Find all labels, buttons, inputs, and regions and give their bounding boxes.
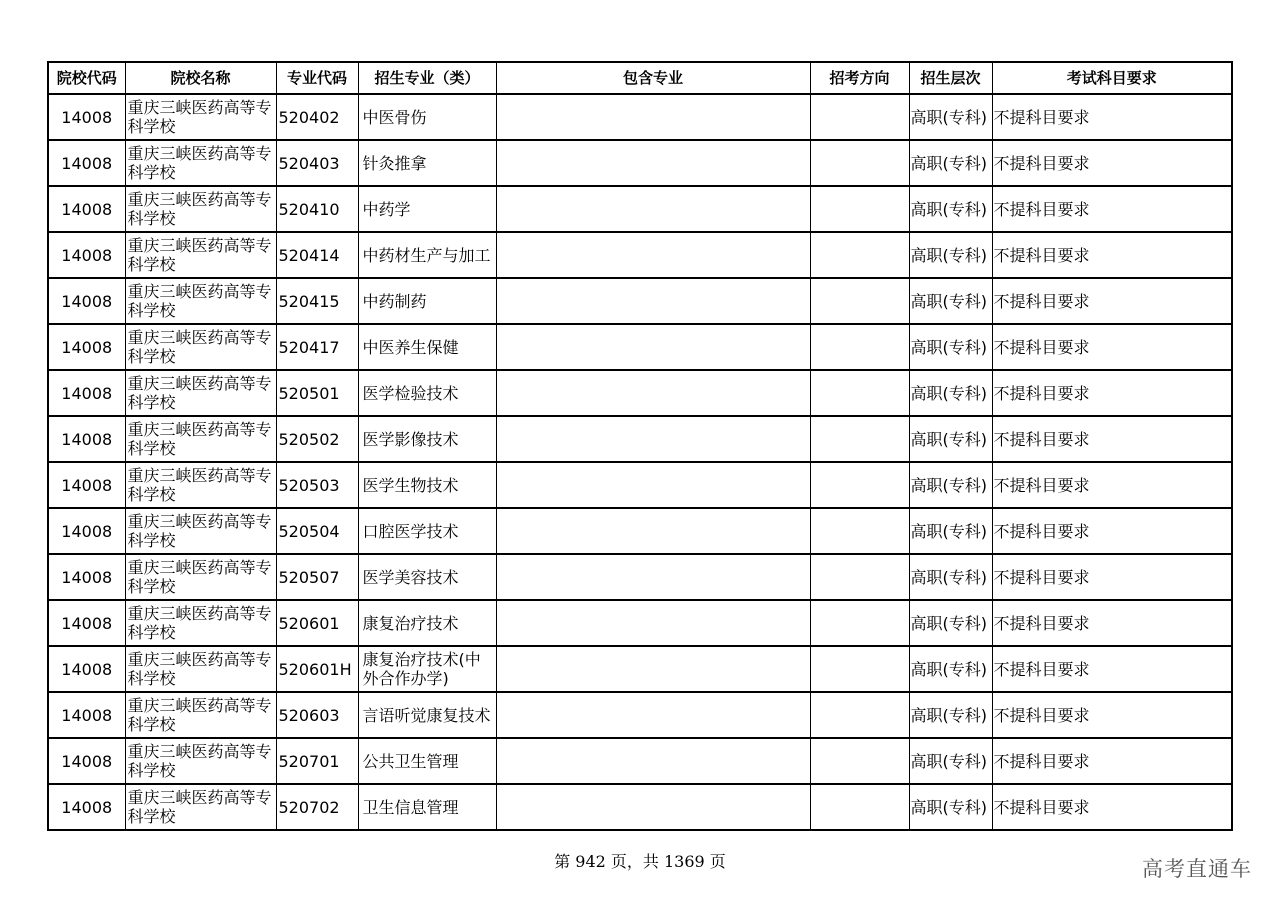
header-level: 招生层次 bbox=[909, 62, 992, 94]
cell-requirement: 不提科目要求 bbox=[992, 324, 1232, 370]
cell-requirement: 不提科目要求 bbox=[992, 508, 1232, 554]
cell-major-code: 520702 bbox=[276, 784, 358, 830]
cell-major: 卫生信息管理 bbox=[358, 784, 496, 830]
cell-school-name: 重庆三峡医药高等专科学校 bbox=[125, 416, 276, 462]
cell-direction bbox=[810, 278, 909, 324]
cell-direction bbox=[810, 140, 909, 186]
cell-major: 中药制药 bbox=[358, 278, 496, 324]
cell-school-code: 14008 bbox=[48, 462, 125, 508]
cell-requirement: 不提科目要求 bbox=[992, 416, 1232, 462]
admissions-table bbox=[47, 61, 1233, 831]
cell-level: 高职(专科) bbox=[909, 278, 992, 324]
cell-major: 医学影像技术 bbox=[358, 416, 496, 462]
table-row bbox=[48, 416, 1232, 462]
cell-included-majors bbox=[496, 508, 810, 554]
cell-major-code: 520502 bbox=[276, 416, 358, 462]
cell-school-name: 重庆三峡医药高等专科学校 bbox=[125, 508, 276, 554]
cell-level: 高职(专科) bbox=[909, 508, 992, 554]
cell-school-code: 14008 bbox=[48, 94, 125, 140]
cell-school-name: 重庆三峡医药高等专科学校 bbox=[125, 232, 276, 278]
cell-requirement: 不提科目要求 bbox=[992, 600, 1232, 646]
table-row bbox=[48, 554, 1232, 600]
table-row bbox=[48, 186, 1232, 232]
cell-major-code: 520417 bbox=[276, 324, 358, 370]
cell-major-code: 520415 bbox=[276, 278, 358, 324]
cell-level: 高职(专科) bbox=[909, 692, 992, 738]
cell-school-name: 重庆三峡医药高等专科学校 bbox=[125, 324, 276, 370]
cell-included-majors bbox=[496, 416, 810, 462]
header-school-code: 院校代码 bbox=[48, 62, 125, 94]
cell-requirement: 不提科目要求 bbox=[992, 646, 1232, 692]
cell-included-majors bbox=[496, 324, 810, 370]
cell-school-name: 重庆三峡医药高等专科学校 bbox=[125, 600, 276, 646]
cell-direction bbox=[810, 600, 909, 646]
cell-level: 高职(专科) bbox=[909, 462, 992, 508]
table-row bbox=[48, 140, 1232, 186]
cell-requirement: 不提科目要求 bbox=[992, 140, 1232, 186]
cell-major-code: 520402 bbox=[276, 94, 358, 140]
header-school-name: 院校名称 bbox=[125, 62, 276, 94]
cell-major-code: 520601 bbox=[276, 600, 358, 646]
cell-included-majors bbox=[496, 232, 810, 278]
cell-level: 高职(专科) bbox=[909, 738, 992, 784]
cell-level: 高职(专科) bbox=[909, 232, 992, 278]
cell-school-code: 14008 bbox=[48, 324, 125, 370]
cell-level: 高职(专科) bbox=[909, 370, 992, 416]
cell-major: 医学生物技术 bbox=[358, 462, 496, 508]
cell-school-name: 重庆三峡医药高等专科学校 bbox=[125, 646, 276, 692]
cell-requirement: 不提科目要求 bbox=[992, 94, 1232, 140]
cell-included-majors bbox=[496, 186, 810, 232]
cell-major-code: 520414 bbox=[276, 232, 358, 278]
cell-major-code: 520410 bbox=[276, 186, 358, 232]
cell-major: 针灸推拿 bbox=[358, 140, 496, 186]
table-row bbox=[48, 600, 1232, 646]
cell-major-code: 520507 bbox=[276, 554, 358, 600]
cell-school-name: 重庆三峡医药高等专科学校 bbox=[125, 278, 276, 324]
cell-level: 高职(专科) bbox=[909, 554, 992, 600]
cell-major: 康复治疗技术 bbox=[358, 600, 496, 646]
cell-included-majors bbox=[496, 140, 810, 186]
cell-level: 高职(专科) bbox=[909, 94, 992, 140]
cell-school-code: 14008 bbox=[48, 232, 125, 278]
cell-direction bbox=[810, 554, 909, 600]
cell-level: 高职(专科) bbox=[909, 140, 992, 186]
cell-included-majors bbox=[496, 738, 810, 784]
table-row bbox=[48, 94, 1232, 140]
cell-level: 高职(专科) bbox=[909, 324, 992, 370]
cell-major-code: 520601H bbox=[276, 646, 358, 692]
cell-direction bbox=[810, 232, 909, 278]
cell-major: 公共卫生管理 bbox=[358, 738, 496, 784]
cell-included-majors bbox=[496, 600, 810, 646]
cell-requirement: 不提科目要求 bbox=[992, 186, 1232, 232]
cell-school-code: 14008 bbox=[48, 416, 125, 462]
cell-included-majors bbox=[496, 278, 810, 324]
cell-school-code: 14008 bbox=[48, 738, 125, 784]
table-row bbox=[48, 232, 1232, 278]
table-body bbox=[48, 94, 1232, 830]
cell-direction bbox=[810, 94, 909, 140]
cell-included-majors bbox=[496, 370, 810, 416]
cell-requirement: 不提科目要求 bbox=[992, 462, 1232, 508]
table-row bbox=[48, 462, 1232, 508]
cell-school-name: 重庆三峡医药高等专科学校 bbox=[125, 462, 276, 508]
table-row bbox=[48, 508, 1232, 554]
cell-major-code: 520501 bbox=[276, 370, 358, 416]
cell-requirement: 不提科目要求 bbox=[992, 278, 1232, 324]
cell-school-code: 14008 bbox=[48, 370, 125, 416]
cell-school-code: 14008 bbox=[48, 646, 125, 692]
cell-major: 康复治疗技术(中外合作办学) bbox=[358, 646, 496, 692]
header-major: 招生专业（类） bbox=[358, 62, 496, 94]
cell-school-code: 14008 bbox=[48, 784, 125, 830]
cell-included-majors bbox=[496, 646, 810, 692]
cell-major: 口腔医学技术 bbox=[358, 508, 496, 554]
cell-major-code: 520403 bbox=[276, 140, 358, 186]
table-row bbox=[48, 692, 1232, 738]
table-row bbox=[48, 738, 1232, 784]
cell-level: 高职(专科) bbox=[909, 646, 992, 692]
cell-direction bbox=[810, 646, 909, 692]
cell-school-code: 14008 bbox=[48, 508, 125, 554]
cell-major: 中医骨伤 bbox=[358, 94, 496, 140]
cell-school-code: 14008 bbox=[48, 186, 125, 232]
cell-school-name: 重庆三峡医药高等专科学校 bbox=[125, 370, 276, 416]
page-number: 第 942 页，共 1369 页 bbox=[554, 852, 726, 871]
cell-included-majors bbox=[496, 784, 810, 830]
cell-major: 中药材生产与加工 bbox=[358, 232, 496, 278]
cell-school-code: 14008 bbox=[48, 554, 125, 600]
cell-requirement: 不提科目要求 bbox=[992, 554, 1232, 600]
cell-major: 言语听觉康复技术 bbox=[358, 692, 496, 738]
cell-major-code: 520701 bbox=[276, 738, 358, 784]
cell-requirement: 不提科目要求 bbox=[992, 370, 1232, 416]
table-row bbox=[48, 278, 1232, 324]
cell-major: 中医养生保健 bbox=[358, 324, 496, 370]
table-row bbox=[48, 646, 1232, 692]
cell-requirement: 不提科目要求 bbox=[992, 692, 1232, 738]
cell-direction bbox=[810, 508, 909, 554]
cell-direction bbox=[810, 738, 909, 784]
cell-included-majors bbox=[496, 692, 810, 738]
cell-included-majors bbox=[496, 554, 810, 600]
cell-direction bbox=[810, 462, 909, 508]
cell-major: 医学检验技术 bbox=[358, 370, 496, 416]
cell-school-name: 重庆三峡医药高等专科学校 bbox=[125, 692, 276, 738]
cell-direction bbox=[810, 416, 909, 462]
cell-direction bbox=[810, 186, 909, 232]
cell-major-code: 520504 bbox=[276, 508, 358, 554]
cell-level: 高职(专科) bbox=[909, 186, 992, 232]
cell-major: 中药学 bbox=[358, 186, 496, 232]
cell-major: 医学美容技术 bbox=[358, 554, 496, 600]
cell-level: 高职(专科) bbox=[909, 600, 992, 646]
cell-included-majors bbox=[496, 94, 810, 140]
cell-school-name: 重庆三峡医药高等专科学校 bbox=[125, 554, 276, 600]
cell-major-code: 520603 bbox=[276, 692, 358, 738]
watermark-text: 高考直通车 bbox=[1142, 857, 1252, 881]
cell-school-name: 重庆三峡医药高等专科学校 bbox=[125, 94, 276, 140]
cell-requirement: 不提科目要求 bbox=[992, 738, 1232, 784]
table-row bbox=[48, 370, 1232, 416]
cell-school-name: 重庆三峡医药高等专科学校 bbox=[125, 186, 276, 232]
cell-school-code: 14008 bbox=[48, 278, 125, 324]
cell-school-name: 重庆三峡医药高等专科学校 bbox=[125, 140, 276, 186]
cell-level: 高职(专科) bbox=[909, 784, 992, 830]
header-major-code: 专业代码 bbox=[276, 62, 358, 94]
cell-school-name: 重庆三峡医药高等专科学校 bbox=[125, 784, 276, 830]
cell-direction bbox=[810, 370, 909, 416]
cell-direction bbox=[810, 324, 909, 370]
cell-level: 高职(专科) bbox=[909, 416, 992, 462]
cell-school-code: 14008 bbox=[48, 692, 125, 738]
cell-included-majors bbox=[496, 462, 810, 508]
cell-requirement: 不提科目要求 bbox=[992, 232, 1232, 278]
cell-direction bbox=[810, 784, 909, 830]
cell-requirement: 不提科目要求 bbox=[992, 784, 1232, 830]
cell-school-code: 14008 bbox=[48, 600, 125, 646]
cell-school-code: 14008 bbox=[48, 140, 125, 186]
table-header-row bbox=[48, 62, 1232, 94]
header-included-majors: 包含专业 bbox=[496, 62, 810, 94]
header-direction: 招考方向 bbox=[810, 62, 909, 94]
table-row bbox=[48, 324, 1232, 370]
cell-school-name: 重庆三峡医药高等专科学校 bbox=[125, 738, 276, 784]
header-requirement: 考试科目要求 bbox=[992, 62, 1232, 94]
cell-direction bbox=[810, 692, 909, 738]
cell-major-code: 520503 bbox=[276, 462, 358, 508]
table-row bbox=[48, 784, 1232, 830]
